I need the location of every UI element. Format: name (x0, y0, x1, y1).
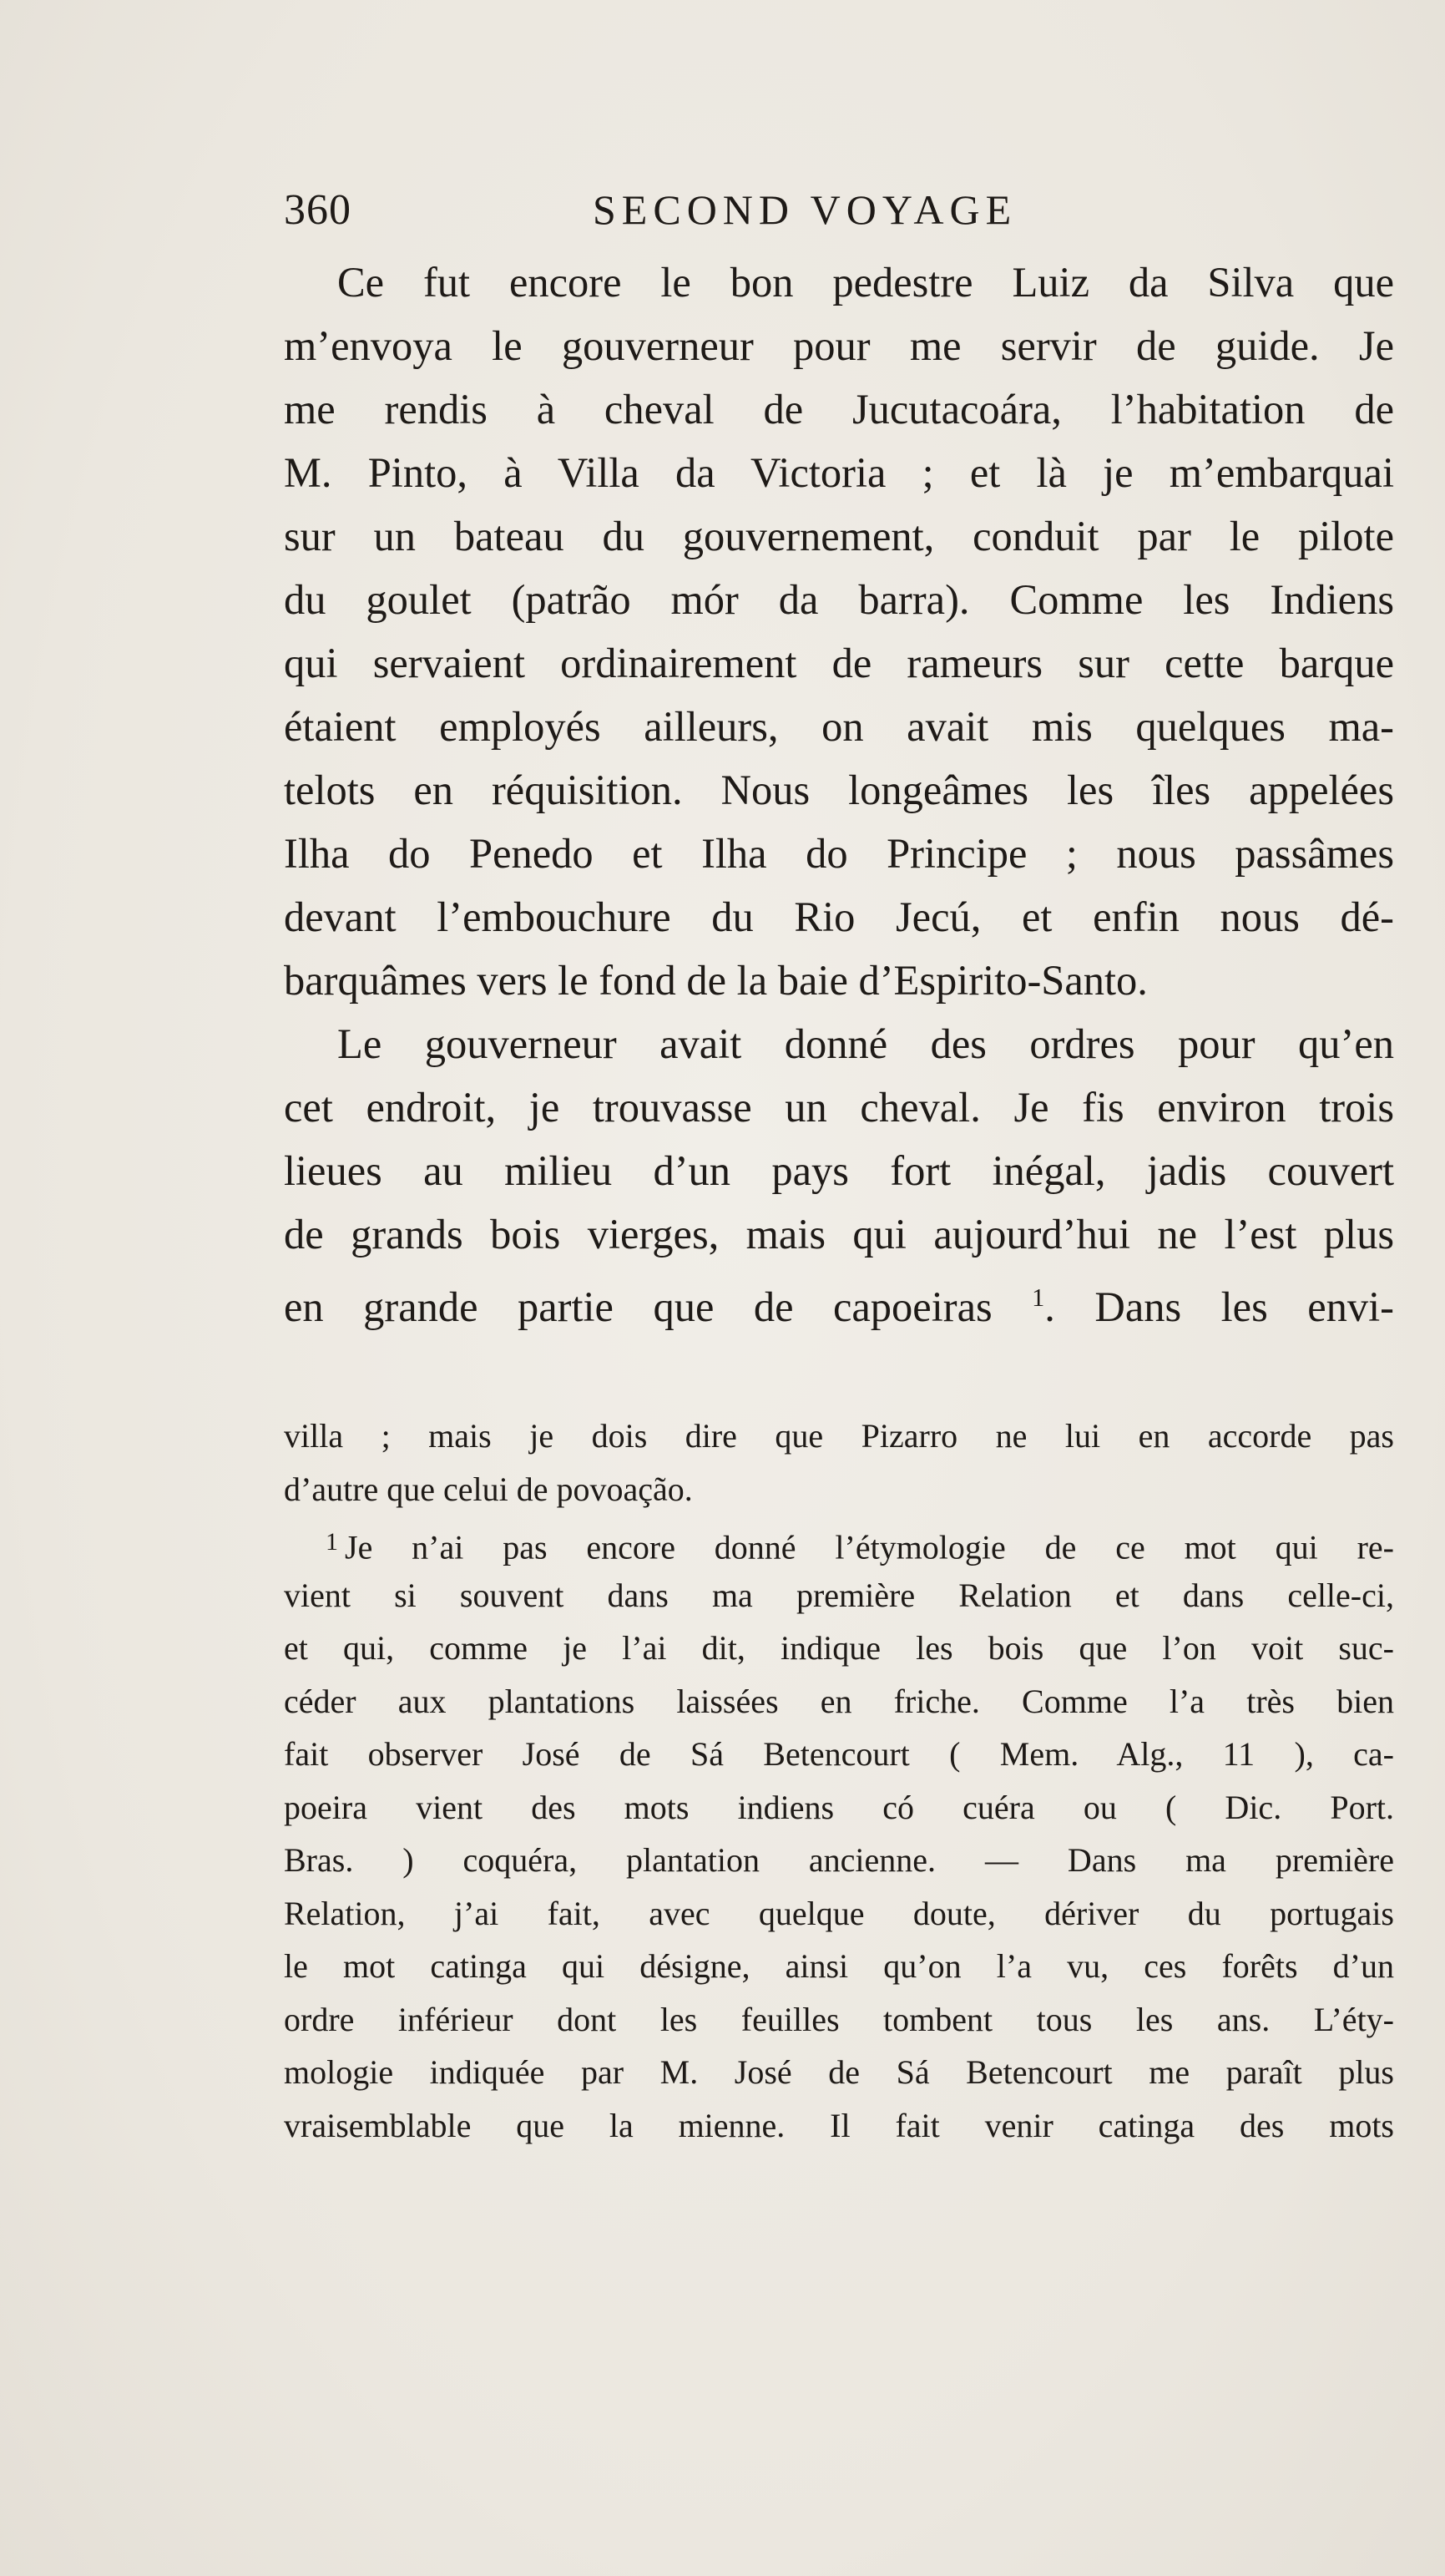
footnote-line: villa ; mais je dois dire que Pizarro ne lui en accorde pas (284, 1417, 1394, 1455)
footnote-reference: 1 (1032, 1283, 1045, 1312)
footnote-marker: 1 (326, 1528, 338, 1556)
footnote-line: ordre inférieur dont les feuilles tombent tous les ans. L’éty- (284, 2000, 1394, 2038)
text-line: sur un bateau du gouvernement, conduit par le pilote (284, 513, 1394, 559)
text-line: étaient employés ailleurs, on avait mis quelques ma- (284, 703, 1394, 750)
text-line: m’envoya le gouverneur pour me servir de guide. Je (284, 322, 1394, 369)
text-line: Ilha do Penedo et Ilha do Principe ; nous passâmes (284, 830, 1394, 877)
text-line: Ce fut encore le bon pedestre Luiz da Silva que (337, 259, 1394, 306)
footnote-line: d’autre que celui de povoação. (284, 1470, 693, 1508)
footnote-line: céder aux plantations laissées en friche. Comme l’a très bien (284, 1682, 1394, 1720)
footnote-line: fait observer José de Sá Betencourt ( Mem. Alg., 11 ), ca- (284, 1735, 1394, 1773)
footnote-line: Relation, j’ai fait, avec quelque doute, dériver du portugais (284, 1894, 1394, 1932)
page-number: 360 (284, 186, 351, 234)
footnote-line: Bras. ) coquéra, plantation ancienne. — Dans ma première (284, 1841, 1394, 1879)
text-line: cet endroit, je trouvasse un cheval. Je fis environ trois (284, 1084, 1394, 1131)
text-line: qui servaient ordinairement de rameurs sur cette barque (284, 640, 1394, 686)
footnote-line: $^1$ Je n’ai pas encore donné l’étymologie de ce mot qui re- (326, 1528, 1394, 1566)
text-line: me rendis à cheval de Jucutacoára, l’habitation de (284, 386, 1394, 433)
footnote-line: poeira vient des mots indiens có cuéra ou ( Dic. Port. (284, 1788, 1394, 1826)
text-line: en grande partie que de capoeiras $^1$. Dans les envi- (284, 1283, 1394, 1331)
main-text (284, 251, 1394, 1329)
footnote-line: et qui, comme je l’ai dit, indique les bois que l’on voit suc- (284, 1629, 1394, 1667)
running-head: SECOND VOYAGE (593, 186, 1018, 233)
text-line: telots en réquisition. Nous longeâmes les îles appelées (284, 767, 1394, 813)
text-line: devant l’embouchure du Rio Jecú, et enfin nous dé- (284, 893, 1394, 940)
text-line: Le gouverneur avait donné des ordres pour qu’en (337, 1020, 1394, 1067)
text-line: lieues au milieu d’un pays fort inégal, jadis couvert (284, 1147, 1394, 1194)
footnote-line: le mot catinga qui désigne, ainsi qu’on l’a vu, ces forêts d’un (284, 1947, 1394, 1985)
page-header (284, 185, 1119, 244)
footnote-line: vient si souvent dans ma première Relation et dans celle-ci, (284, 1576, 1394, 1614)
text-line: du goulet (patrão mór da barra). Comme les Indiens (284, 576, 1394, 623)
footnotes (284, 1409, 1394, 2152)
footnote-line: mologie indiquée par M. José de Sá Betencourt me paraît plus (284, 2053, 1394, 2091)
text-line: barquâmes vers le fond de la baie d’Espirito-Santo. (284, 957, 1148, 1004)
text-line: M. Pinto, à Villa da Victoria ; et là je m’embarquai (284, 449, 1394, 496)
footnote-line: vraisemblable que la mienne. Il fait venir catinga des mots (284, 2106, 1394, 2144)
text-line: de grands bois vierges, mais qui aujourd’hui ne l’est plus (284, 1211, 1394, 1258)
